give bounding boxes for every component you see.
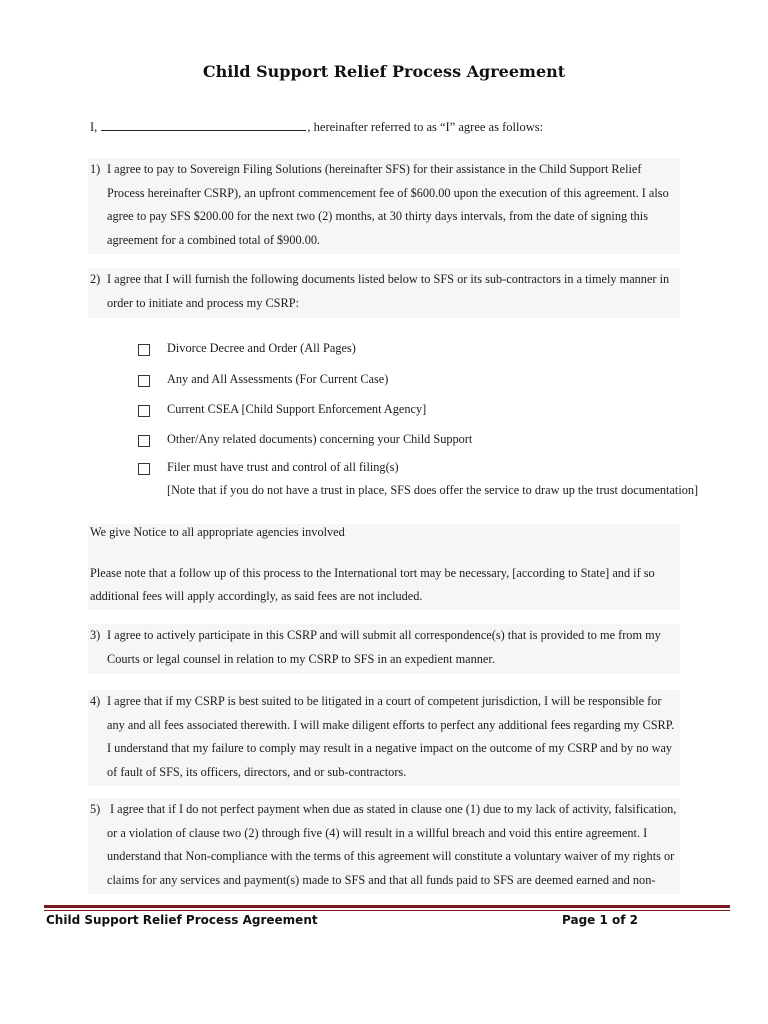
clause-number: 4) — [90, 694, 101, 708]
clause-line: I agree that I will furnish the following documents listed below to SFS or its sub-contractors in a timely manner in — [107, 272, 670, 286]
clause-line: of fault of SFS, its officers, directors, and or sub-contractors. — [107, 764, 407, 779]
followup-line: Please note that a follow up of this process to the International tort may be necessary, [according to State] and if so — [90, 566, 655, 580]
clause-number: 5) — [90, 802, 101, 816]
footer-rule-thin — [44, 910, 730, 911]
clause-number: 2) — [90, 272, 101, 286]
checkbox[interactable] — [138, 344, 150, 356]
checklist-label: Other/Any related documents) concerning your Child Support — [167, 432, 473, 446]
intro-suffix: , hereinafter referred to as “I” agree as follows: — [307, 120, 544, 134]
footer-rule-thick — [44, 905, 730, 908]
clause-line: I agree that if I do not perfect payment when due as stated in clause one (1) due to my lack of activity, falsification, — [110, 802, 677, 816]
document-title: Child Support Relief Process Agreement — [202, 62, 566, 81]
checkbox[interactable] — [138, 435, 150, 447]
clause-line: Courts or legal counsel in relation to my CSRP to SFS in an expedient manner. — [107, 651, 495, 666]
clause-number: 3) — [90, 628, 101, 642]
clause-line: understand that Non-compliance with the terms of this agreement will constitute a voluntary waiver of my rights or — [107, 849, 675, 863]
checklist-label: Divorce Decree and Order (All Pages) — [167, 341, 356, 355]
clause-number: 1) — [90, 162, 101, 176]
intro-prefix: I, — [90, 120, 98, 134]
footer-title: Child Support Relief Process Agreement — [46, 913, 318, 927]
clause-line: or a violation of clause two (2) through five (4) will result in a willful breach and void this entire agreement. I — [107, 825, 648, 840]
notice-text: We give Notice to all appropriate agencies involved — [90, 525, 345, 539]
checklist-label: Any and All Assessments (For Current Case) — [167, 372, 389, 386]
checkbox[interactable] — [138, 463, 150, 475]
checklist-label: Filer must have trust and control of all filing(s) — [167, 460, 399, 474]
clause-line: I agree that if my CSRP is best suited to be litigated in a court of competent jurisdiction, I will be responsible for — [107, 694, 662, 708]
clause-line: Process hereinafter CSRP), an upfront commencement fee of $600.00 upon the execution of this agreement. I also — [107, 185, 669, 200]
intro-line — [90, 120, 543, 135]
followup-line: additional fees will apply accordingly, as said fees are not included. — [90, 589, 423, 603]
clause-line: order to initiate and process my CSRP: — [107, 295, 299, 310]
checkbox[interactable] — [138, 375, 150, 387]
clause-line: agree to pay SFS $200.00 for the next two (2) months, at 30 thirty days intervals, from the date of signing this — [107, 209, 648, 223]
clause-line: I agree to pay to Sovereign Filing Solutions (hereinafter SFS) for their assistance in the Child Support Relief — [107, 162, 642, 176]
clause-line: claims for any services and payment(s) made to SFS and that all funds paid to SFS are deemed earned and non- — [107, 872, 656, 887]
clause-line: any and all fees associated therewith. I will make diligent efforts to perfect any additional fees regarding my CSRP. — [107, 717, 675, 732]
checklist-note-text: [Note that if you do not have a trust in place, SFS does offer the service to draw up the trust documentation] — [167, 483, 699, 497]
clause-line: I agree to actively participate in this CSRP and will submit all correspondence(s) that is provided to me from my — [107, 628, 661, 642]
checklist-label: Current CSEA [Child Support Enforcement Agency] — [167, 402, 427, 416]
clause-line: I understand that my failure to comply may result in a negative impact on the outcome of my CSRP and by no way — [107, 741, 673, 755]
checkbox[interactable] — [138, 405, 150, 417]
page-number: Page 1 of 2 — [562, 913, 638, 927]
clause-line: agreement for a combined total of $900.00. — [107, 232, 321, 247]
name-blank-field[interactable] — [101, 120, 306, 131]
